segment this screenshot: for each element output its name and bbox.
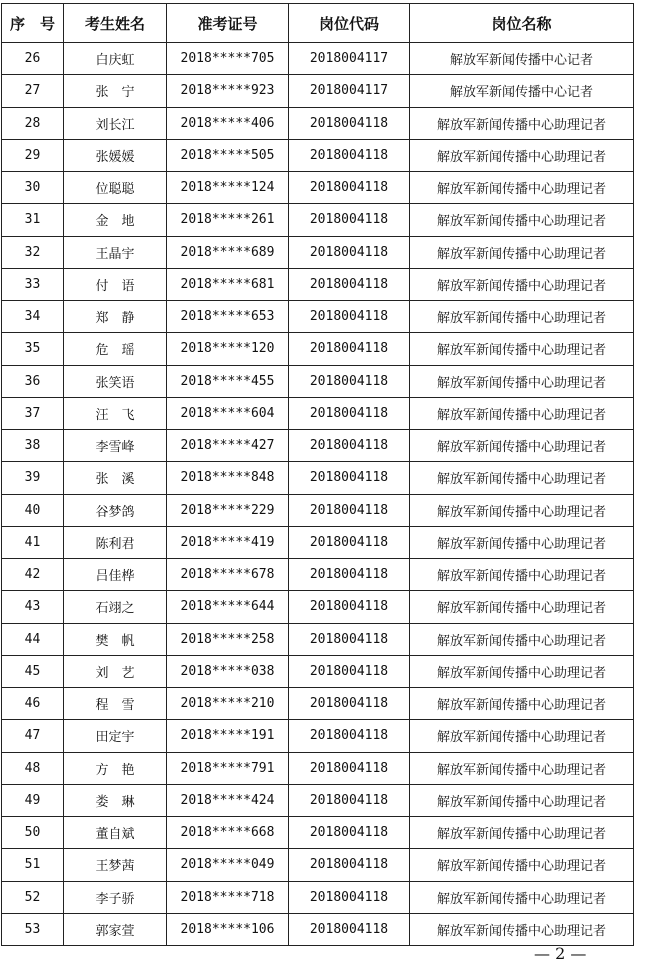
cell-name: 位聪聪 bbox=[64, 172, 167, 204]
cell-code: 2018004118 bbox=[289, 881, 410, 913]
cell-title: 解放军新闻传播中心助理记者 bbox=[410, 172, 634, 204]
header-seq: 序 号 bbox=[2, 4, 64, 43]
cell-name: 李子骄 bbox=[64, 881, 167, 913]
cell-title: 解放军新闻传播中心助理记者 bbox=[410, 623, 634, 655]
cell-title: 解放军新闻传播中心助理记者 bbox=[410, 494, 634, 526]
cell-code: 2018004117 bbox=[289, 43, 410, 75]
cell-title: 解放军新闻传播中心记者 bbox=[410, 75, 634, 107]
cell-admission: 2018*****124 bbox=[167, 172, 289, 204]
cell-name: 张 溪 bbox=[64, 462, 167, 494]
cell-admission: 2018*****106 bbox=[167, 913, 289, 945]
cell-admission: 2018*****419 bbox=[167, 526, 289, 558]
table-row bbox=[2, 301, 634, 333]
cell-name: 石翊之 bbox=[64, 591, 167, 623]
cell-name: 刘长江 bbox=[64, 107, 167, 139]
cell-title: 解放军新闻传播中心助理记者 bbox=[410, 333, 634, 365]
cell-admission: 2018*****653 bbox=[167, 301, 289, 333]
cell-seq: 31 bbox=[2, 204, 64, 236]
table-row bbox=[2, 591, 634, 623]
cell-seq: 46 bbox=[2, 688, 64, 720]
cell-seq: 36 bbox=[2, 365, 64, 397]
cell-title: 解放军新闻传播中心助理记者 bbox=[410, 462, 634, 494]
cell-seq: 32 bbox=[2, 236, 64, 268]
cell-seq: 34 bbox=[2, 301, 64, 333]
cell-title: 解放军新闻传播中心助理记者 bbox=[410, 817, 634, 849]
cell-title: 解放军新闻传播中心助理记者 bbox=[410, 268, 634, 300]
cell-seq: 29 bbox=[2, 139, 64, 171]
table-row bbox=[2, 752, 634, 784]
cell-title: 解放军新闻传播中心助理记者 bbox=[410, 107, 634, 139]
cell-name: 王晶宇 bbox=[64, 236, 167, 268]
header-row bbox=[2, 4, 634, 43]
cell-code: 2018004118 bbox=[289, 462, 410, 494]
cell-code: 2018004118 bbox=[289, 913, 410, 945]
cell-name: 付 语 bbox=[64, 268, 167, 300]
cell-title: 解放军新闻传播中心助理记者 bbox=[410, 913, 634, 945]
cell-title: 解放军新闻传播中心助理记者 bbox=[410, 655, 634, 687]
cell-code: 2018004118 bbox=[289, 526, 410, 558]
table-row bbox=[2, 268, 634, 300]
cell-name: 樊 帆 bbox=[64, 623, 167, 655]
cell-admission: 2018*****427 bbox=[167, 430, 289, 462]
table-row bbox=[2, 526, 634, 558]
table-header bbox=[2, 4, 634, 43]
cell-code: 2018004118 bbox=[289, 204, 410, 236]
cell-code: 2018004118 bbox=[289, 720, 410, 752]
table-row bbox=[2, 688, 634, 720]
cell-code: 2018004118 bbox=[289, 849, 410, 881]
cell-code: 2018004118 bbox=[289, 365, 410, 397]
table-row bbox=[2, 204, 634, 236]
cell-name: 白庆虹 bbox=[64, 43, 167, 75]
cell-code: 2018004118 bbox=[289, 623, 410, 655]
cell-seq: 39 bbox=[2, 462, 64, 494]
cell-admission: 2018*****049 bbox=[167, 849, 289, 881]
header-code: 岗位代码 bbox=[289, 4, 410, 43]
cell-seq: 33 bbox=[2, 268, 64, 300]
cell-code: 2018004118 bbox=[289, 172, 410, 204]
cell-title: 解放军新闻传播中心助理记者 bbox=[410, 559, 634, 591]
cell-code: 2018004118 bbox=[289, 784, 410, 816]
cell-code: 2018004118 bbox=[289, 591, 410, 623]
cell-admission: 2018*****229 bbox=[167, 494, 289, 526]
table-row bbox=[2, 913, 634, 945]
cell-seq: 50 bbox=[2, 817, 64, 849]
cell-name: 张媛媛 bbox=[64, 139, 167, 171]
cell-seq: 35 bbox=[2, 333, 64, 365]
cell-name: 吕佳桦 bbox=[64, 559, 167, 591]
cell-code: 2018004118 bbox=[289, 752, 410, 784]
cell-seq: 28 bbox=[2, 107, 64, 139]
cell-code: 2018004118 bbox=[289, 236, 410, 268]
cell-name: 李雪峰 bbox=[64, 430, 167, 462]
table-row bbox=[2, 333, 634, 365]
cell-name: 危 瑶 bbox=[64, 333, 167, 365]
cell-seq: 40 bbox=[2, 494, 64, 526]
cell-admission: 2018*****424 bbox=[167, 784, 289, 816]
table-row bbox=[2, 720, 634, 752]
table-row bbox=[2, 849, 634, 881]
cell-code: 2018004118 bbox=[289, 817, 410, 849]
table-row bbox=[2, 75, 634, 107]
cell-admission: 2018*****604 bbox=[167, 397, 289, 429]
table-row bbox=[2, 236, 634, 268]
table-row bbox=[2, 817, 634, 849]
cell-title: 解放军新闻传播中心记者 bbox=[410, 43, 634, 75]
cell-title: 解放军新闻传播中心助理记者 bbox=[410, 752, 634, 784]
table-row bbox=[2, 397, 634, 429]
cell-admission: 2018*****406 bbox=[167, 107, 289, 139]
cell-name: 田定宇 bbox=[64, 720, 167, 752]
cell-code: 2018004118 bbox=[289, 430, 410, 462]
page-number: — 2 — bbox=[534, 944, 587, 963]
cell-seq: 41 bbox=[2, 526, 64, 558]
cell-title: 解放军新闻传播中心助理记者 bbox=[410, 397, 634, 429]
cell-code: 2018004118 bbox=[289, 559, 410, 591]
cell-seq: 45 bbox=[2, 655, 64, 687]
cell-seq: 49 bbox=[2, 784, 64, 816]
cell-code: 2018004117 bbox=[289, 75, 410, 107]
cell-admission: 2018*****505 bbox=[167, 139, 289, 171]
cell-seq: 26 bbox=[2, 43, 64, 75]
cell-code: 2018004118 bbox=[289, 688, 410, 720]
cell-code: 2018004118 bbox=[289, 107, 410, 139]
cell-admission: 2018*****668 bbox=[167, 817, 289, 849]
cell-admission: 2018*****191 bbox=[167, 720, 289, 752]
cell-admission: 2018*****455 bbox=[167, 365, 289, 397]
cell-title: 解放军新闻传播中心助理记者 bbox=[410, 881, 634, 913]
table-row bbox=[2, 462, 634, 494]
cell-name: 陈利君 bbox=[64, 526, 167, 558]
cell-name: 汪 飞 bbox=[64, 397, 167, 429]
table-row bbox=[2, 559, 634, 591]
header-name: 考生姓名 bbox=[64, 4, 167, 43]
table-row bbox=[2, 494, 634, 526]
cell-title: 解放军新闻传播中心助理记者 bbox=[410, 688, 634, 720]
cell-title: 解放军新闻传播中心助理记者 bbox=[410, 720, 634, 752]
cell-admission: 2018*****120 bbox=[167, 333, 289, 365]
cell-name: 金 地 bbox=[64, 204, 167, 236]
table-row bbox=[2, 655, 634, 687]
cell-name: 刘 艺 bbox=[64, 655, 167, 687]
cell-title: 解放军新闻传播中心助理记者 bbox=[410, 849, 634, 881]
cell-title: 解放军新闻传播中心助理记者 bbox=[410, 204, 634, 236]
cell-code: 2018004118 bbox=[289, 268, 410, 300]
table-row bbox=[2, 365, 634, 397]
cell-code: 2018004118 bbox=[289, 397, 410, 429]
cell-title: 解放军新闻传播中心助理记者 bbox=[410, 784, 634, 816]
cell-seq: 43 bbox=[2, 591, 64, 623]
cell-title: 解放军新闻传播中心助理记者 bbox=[410, 139, 634, 171]
table-row bbox=[2, 623, 634, 655]
table-row bbox=[2, 139, 634, 171]
cell-code: 2018004118 bbox=[289, 301, 410, 333]
cell-seq: 42 bbox=[2, 559, 64, 591]
header-admission: 准考证号 bbox=[167, 4, 289, 43]
cell-name: 张 宁 bbox=[64, 75, 167, 107]
cell-name: 谷梦鸽 bbox=[64, 494, 167, 526]
table-row bbox=[2, 43, 634, 75]
table-row bbox=[2, 784, 634, 816]
table-row bbox=[2, 107, 634, 139]
cell-seq: 52 bbox=[2, 881, 64, 913]
cell-admission: 2018*****038 bbox=[167, 655, 289, 687]
cell-seq: 44 bbox=[2, 623, 64, 655]
cell-title: 解放军新闻传播中心助理记者 bbox=[410, 591, 634, 623]
cell-admission: 2018*****718 bbox=[167, 881, 289, 913]
table-row bbox=[2, 430, 634, 462]
cell-code: 2018004118 bbox=[289, 333, 410, 365]
cell-admission: 2018*****705 bbox=[167, 43, 289, 75]
cell-name: 娄 琳 bbox=[64, 784, 167, 816]
cell-title: 解放军新闻传播中心助理记者 bbox=[410, 430, 634, 462]
cell-name: 董自斌 bbox=[64, 817, 167, 849]
cell-seq: 53 bbox=[2, 913, 64, 945]
cell-title: 解放军新闻传播中心助理记者 bbox=[410, 365, 634, 397]
header-title: 岗位名称 bbox=[410, 4, 634, 43]
cell-title: 解放军新闻传播中心助理记者 bbox=[410, 526, 634, 558]
cell-code: 2018004118 bbox=[289, 494, 410, 526]
cell-admission: 2018*****689 bbox=[167, 236, 289, 268]
cell-admission: 2018*****258 bbox=[167, 623, 289, 655]
candidate-table bbox=[1, 3, 634, 946]
cell-admission: 2018*****678 bbox=[167, 559, 289, 591]
cell-name: 王梦茜 bbox=[64, 849, 167, 881]
cell-seq: 38 bbox=[2, 430, 64, 462]
cell-admission: 2018*****261 bbox=[167, 204, 289, 236]
cell-name: 郑 静 bbox=[64, 301, 167, 333]
cell-admission: 2018*****210 bbox=[167, 688, 289, 720]
table-body bbox=[2, 43, 634, 946]
cell-code: 2018004118 bbox=[289, 139, 410, 171]
cell-seq: 30 bbox=[2, 172, 64, 204]
cell-code: 2018004118 bbox=[289, 655, 410, 687]
cell-seq: 37 bbox=[2, 397, 64, 429]
cell-title: 解放军新闻传播中心助理记者 bbox=[410, 301, 634, 333]
cell-seq: 48 bbox=[2, 752, 64, 784]
cell-admission: 2018*****791 bbox=[167, 752, 289, 784]
cell-title: 解放军新闻传播中心助理记者 bbox=[410, 236, 634, 268]
table-row bbox=[2, 881, 634, 913]
cell-seq: 51 bbox=[2, 849, 64, 881]
cell-name: 程 雪 bbox=[64, 688, 167, 720]
cell-seq: 47 bbox=[2, 720, 64, 752]
cell-admission: 2018*****848 bbox=[167, 462, 289, 494]
cell-name: 郭家萱 bbox=[64, 913, 167, 945]
cell-name: 张笑语 bbox=[64, 365, 167, 397]
cell-name: 方 艳 bbox=[64, 752, 167, 784]
cell-admission: 2018*****923 bbox=[167, 75, 289, 107]
table-row bbox=[2, 172, 634, 204]
cell-admission: 2018*****681 bbox=[167, 268, 289, 300]
cell-admission: 2018*****644 bbox=[167, 591, 289, 623]
cell-seq: 27 bbox=[2, 75, 64, 107]
